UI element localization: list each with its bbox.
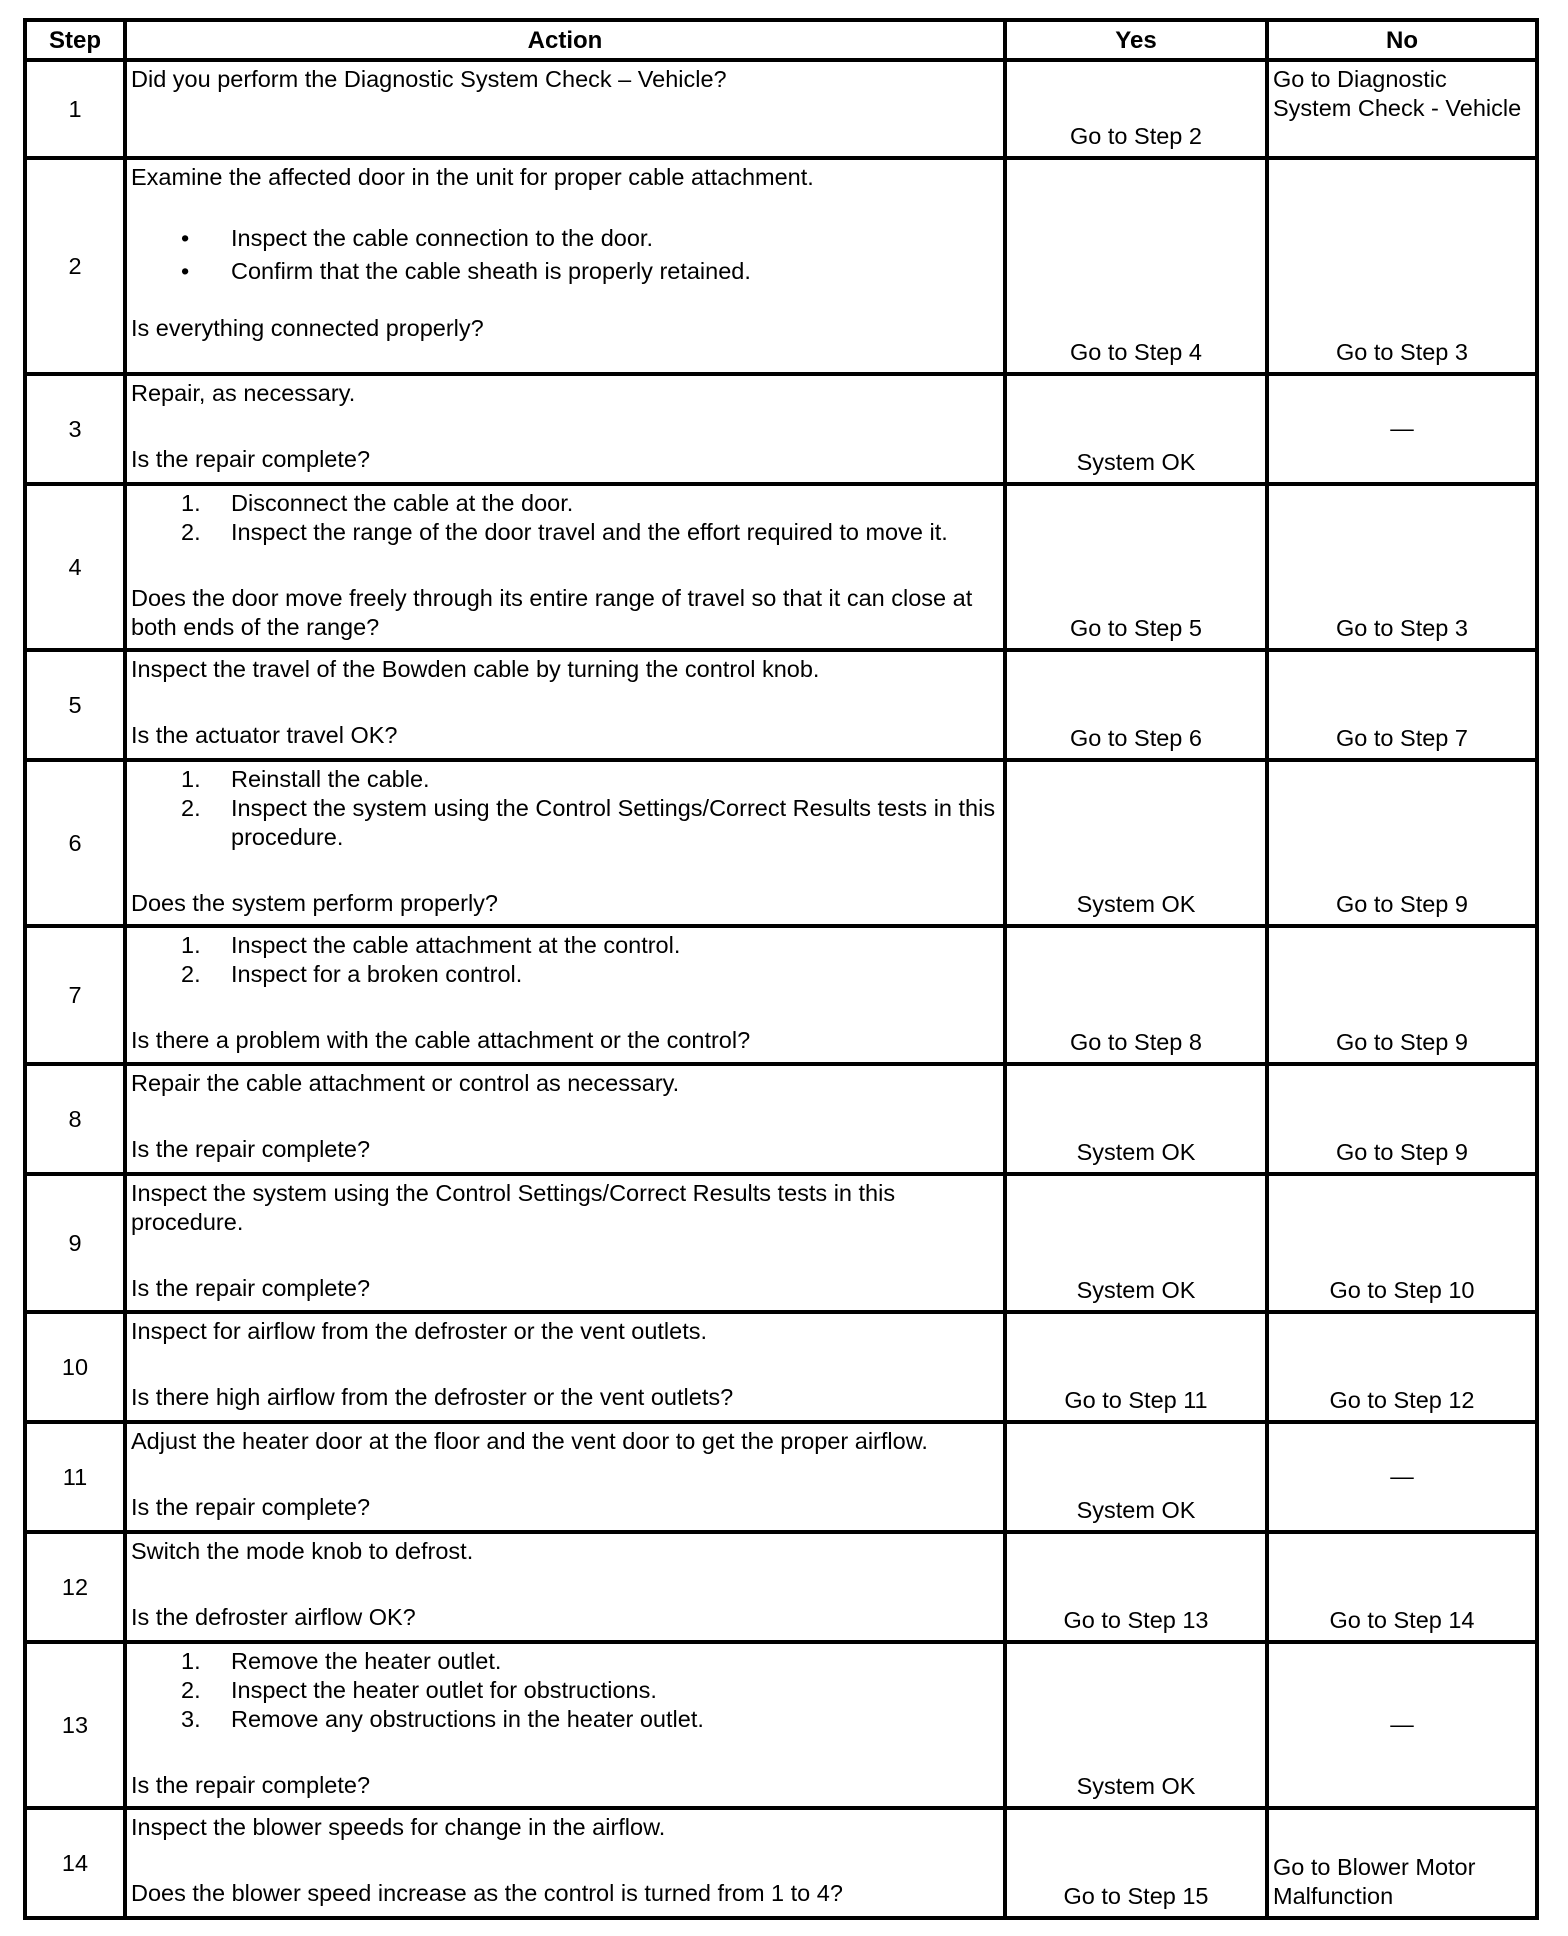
table-row (25, 650, 1537, 760)
list-item: • Inspect the cable connection to the door. (131, 222, 999, 255)
no-result: Go to Step 12 (1267, 1312, 1537, 1422)
action-intro: Adjust the heater door at the floor and the vent door to get the proper airflow. (131, 1428, 928, 1454)
no-result: Go to Step 3 (1267, 158, 1537, 374)
list-item: 3. Remove any obstructions in the heater outlet. (181, 1706, 704, 1732)
list-item: 2. Inspect the range of the door travel and the effort required to move it. (181, 519, 948, 545)
yes-result: Go to Step 13 (1005, 1532, 1267, 1642)
numbered-list (131, 489, 999, 547)
action-intro: Did you perform the Diagnostic System Check – Vehicle? (131, 66, 727, 92)
table-row (25, 926, 1537, 1064)
yes-result: System OK (1005, 760, 1267, 926)
yes-result: Go to Step 8 (1005, 926, 1267, 1064)
no-result: — (1267, 1642, 1537, 1808)
action-cell (125, 374, 1005, 484)
action-question: Is the defroster airflow OK? (131, 1604, 416, 1630)
action-cell (125, 158, 1005, 374)
action-question: Is the repair complete? (131, 1494, 371, 1520)
action-question: Is the repair complete? (131, 446, 371, 472)
list-item: 1. Remove the heater outlet. (181, 1648, 502, 1674)
yes-result: System OK (1005, 374, 1267, 484)
table-row (25, 158, 1537, 374)
no-result: Go to Step 3 (1267, 484, 1537, 650)
yes-result: Go to Step 11 (1005, 1312, 1267, 1422)
no-result: Go to Step 7 (1267, 650, 1537, 760)
step-number: 3 (25, 374, 125, 484)
action-cell (125, 760, 1005, 926)
step-number: 11 (25, 1422, 125, 1532)
header-row (25, 20, 1537, 60)
numbered-list (131, 1647, 999, 1734)
yes-result: Go to Step 15 (1005, 1808, 1267, 1918)
step-number: 2 (25, 158, 125, 374)
yes-result: System OK (1005, 1642, 1267, 1808)
action-question: Is the actuator travel OK? (131, 722, 398, 748)
action-question: Is the repair complete? (131, 1275, 371, 1301)
action-intro: Inspect the system using the Control Settings/Correct Results tests in this procedure. (131, 1180, 896, 1235)
header-no: No (1267, 20, 1537, 60)
list-item: 2. Inspect for a broken control. (181, 961, 523, 987)
action-cell (125, 650, 1005, 760)
table-row (25, 1642, 1537, 1808)
list-item: 1. Reinstall the cable. (181, 766, 430, 792)
step-number: 6 (25, 760, 125, 926)
action-intro: Inspect the blower speeds for change in the airflow. (131, 1814, 666, 1840)
no-result: Go to Step 10 (1267, 1174, 1537, 1312)
no-result: Go to Diagnostic System Check - Vehicle (1267, 60, 1537, 158)
action-intro: Repair, as necessary. (131, 380, 356, 406)
no-result: Go to Step 9 (1267, 926, 1537, 1064)
action-cell (125, 1064, 1005, 1174)
action-intro: Repair the cable attachment or control as necessary. (131, 1070, 680, 1096)
step-number: 12 (25, 1532, 125, 1642)
step-number: 13 (25, 1642, 125, 1808)
table-row (25, 1532, 1537, 1642)
no-result: Go to Blower Motor Malfunction (1267, 1808, 1537, 1918)
table-row (25, 1808, 1537, 1918)
action-question: Is there a problem with the cable attachment or the control? (131, 1027, 751, 1053)
list-item: 1. Disconnect the cable at the door. (181, 490, 574, 516)
step-number: 10 (25, 1312, 125, 1422)
numbered-list (131, 931, 999, 989)
numbered-list (131, 765, 999, 852)
step-number: 8 (25, 1064, 125, 1174)
step-number: 14 (25, 1808, 125, 1918)
step-number: 5 (25, 650, 125, 760)
list-item: • Confirm that the cable sheath is properly retained. (131, 255, 999, 288)
step-number: 9 (25, 1174, 125, 1312)
no-result: — (1267, 374, 1537, 484)
table-row (25, 1064, 1537, 1174)
action-cell (125, 1422, 1005, 1532)
action-question: Is the repair complete? (131, 1772, 371, 1798)
action-intro: Inspect for airflow from the defroster or the vent outlets. (131, 1318, 708, 1344)
table-row (25, 1422, 1537, 1532)
table-row (25, 1174, 1537, 1312)
yes-result: System OK (1005, 1422, 1267, 1532)
action-cell (125, 484, 1005, 650)
action-cell (125, 1808, 1005, 1918)
yes-result: Go to Step 6 (1005, 650, 1267, 760)
action-question: Is everything connected properly? (131, 315, 484, 341)
action-intro: Switch the mode knob to defrost. (131, 1538, 474, 1564)
action-cell (125, 1174, 1005, 1312)
action-cell (125, 926, 1005, 1064)
yes-result: Go to Step 5 (1005, 484, 1267, 650)
header-step: Step (25, 20, 125, 60)
table-row (25, 760, 1537, 926)
no-result: Go to Step 9 (1267, 760, 1537, 926)
diagnostic-table (23, 18, 1539, 1920)
table-row (25, 1312, 1537, 1422)
yes-result: Go to Step 2 (1005, 60, 1267, 158)
action-cell (125, 60, 1005, 158)
list-item: 2. Inspect the heater outlet for obstructions. (181, 1677, 657, 1703)
action-cell (125, 1532, 1005, 1642)
bullet-list (131, 222, 999, 288)
action-question: Does the blower speed increase as the control is turned from 1 to 4? (131, 1880, 843, 1906)
action-question: Does the door move freely through its entire range of travel so that it can close at both ends of the range? (131, 585, 973, 640)
no-result: Go to Step 9 (1267, 1064, 1537, 1174)
yes-result: Go to Step 4 (1005, 158, 1267, 374)
table-row (25, 374, 1537, 484)
yes-result: System OK (1005, 1174, 1267, 1312)
action-intro: Inspect the travel of the Bowden cable by turning the control knob. (131, 656, 820, 682)
step-number: 1 (25, 60, 125, 158)
step-number: 4 (25, 484, 125, 650)
yes-result: System OK (1005, 1064, 1267, 1174)
action-question: Is the repair complete? (131, 1136, 371, 1162)
no-result: Go to Step 14 (1267, 1532, 1537, 1642)
step-number: 7 (25, 926, 125, 1064)
header-action: Action (125, 20, 1005, 60)
list-item: 1. Inspect the cable attachment at the control. (181, 932, 681, 958)
action-question: Is there high airflow from the defroster or the vent outlets? (131, 1384, 734, 1410)
table-row (25, 484, 1537, 650)
no-result: — (1267, 1422, 1537, 1532)
list-item: 2. Inspect the system using the Control Settings/Correct Results tests in this procedure. (181, 795, 996, 850)
action-cell (125, 1642, 1005, 1808)
action-intro: Examine the affected door in the unit for proper cable attachment. (131, 164, 814, 190)
action-cell (125, 1312, 1005, 1422)
action-question: Does the system perform properly? (131, 890, 499, 916)
table-row (25, 60, 1537, 158)
header-yes: Yes (1005, 20, 1267, 60)
